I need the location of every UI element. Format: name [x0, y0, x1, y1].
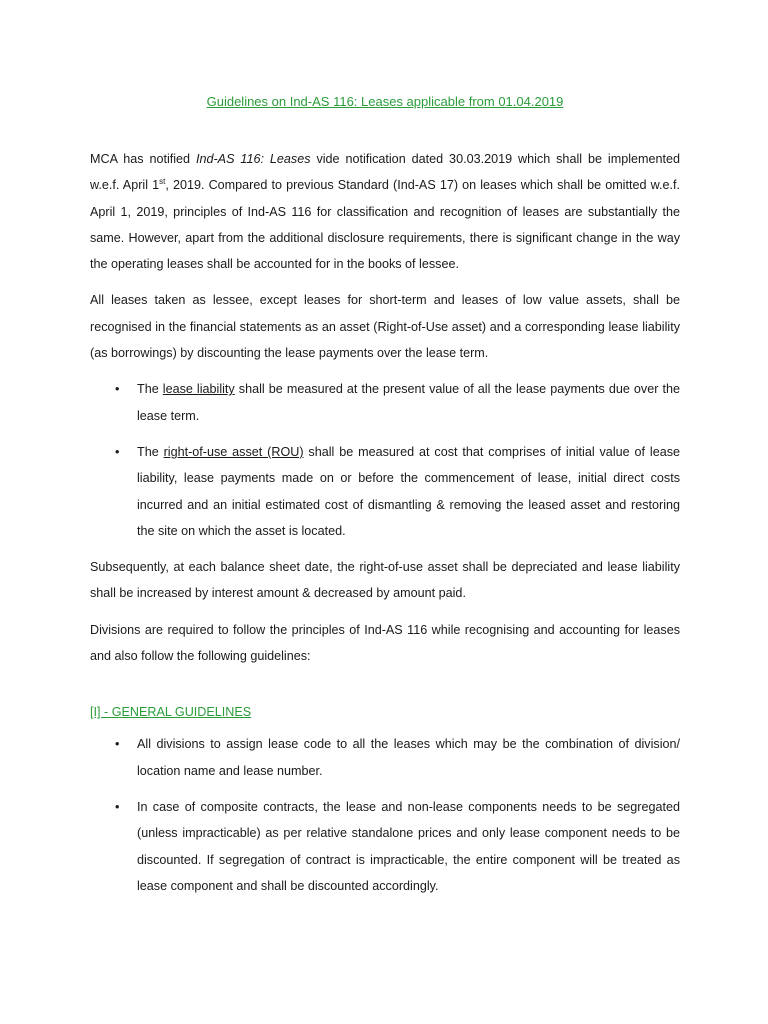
general-guidelines-list: [90, 731, 680, 899]
bullet-icon: •: [115, 444, 120, 459]
list-item-rou-asset: • The right-of-use asset (ROU) shall be measured at cost that comprises of initial value of lease liability, lease payments made on or before the commencement of lease, initial direct costs incurred and an initial estimated cost of dismantling & removing the leased asset and restoring the site on which the asset is located.: [90, 439, 680, 544]
bullet-icon: •: [115, 799, 120, 814]
measurement-list: [90, 376, 680, 544]
term-lease-liability: lease liability: [162, 382, 235, 397]
paragraph-divisions: Divisions are required to follow the principles of Ind-AS 116 while recognising and accounting for leases and also follow the following guidelines:: [90, 622, 680, 664]
bullet-icon: •: [115, 382, 120, 397]
standard-name: Ind-AS 116: Leases: [195, 152, 311, 166]
paragraph-intro: MCA has notified Ind-AS 116: Leases vide notification dated 30.03.2019 which shall be implemented w.e.f. April 1st, 2019. Compared to previous Standard (Ind-AS 17) on leases which shall be omitted w.e.f. April 1, 2019, principles of Ind-AS 116 for classification and recognition of leases are substantially the same. However, apart from the additional disclosure requirements, there is significant change in the way the operating leases shall be accounted for in the books of lessee.: [90, 152, 680, 272]
list-item-composite-contracts: • In case of composite contracts, the lease and non-lease components needs to be segregated (unless impracticable) as per relative standalone prices and only lease component needs to be discounted. If segregation of contract is impracticable, the entire component will be treated as lease component and shall be discounted accordingly.: [90, 794, 680, 899]
section-heading-general: [I] - GENERAL GUIDELINES: [90, 705, 252, 720]
list-item-lease-liability: • The lease liability shall be measured at the present value of all the lease payments due over the lease term.: [90, 376, 680, 429]
paragraph-lessee: All leases taken as lessee, except leases for short-term and leases of low value assets, shall be recognised in the financial statements as an asset (Right-of-Use asset) and a corresponding lease liability (as borrowings) by discounting the lease payments over the lease term.: [90, 293, 680, 361]
list-item-lease-code: • All divisions to assign lease code to all the leases which may be the combination of division/ location name and lease number.: [90, 731, 680, 784]
term-rou-asset: right-of-use asset (ROU): [163, 444, 304, 459]
document-title: Guidelines on Ind-AS 116: Leases applicable from 01.04.2019: [206, 94, 564, 109]
bullet-icon: •: [115, 737, 120, 752]
paragraph-subsequent: Subsequently, at each balance sheet date, the right-of-use asset shall be depreciated and lease liability shall be increased by interest amount & decreased by amount paid.: [90, 560, 680, 601]
